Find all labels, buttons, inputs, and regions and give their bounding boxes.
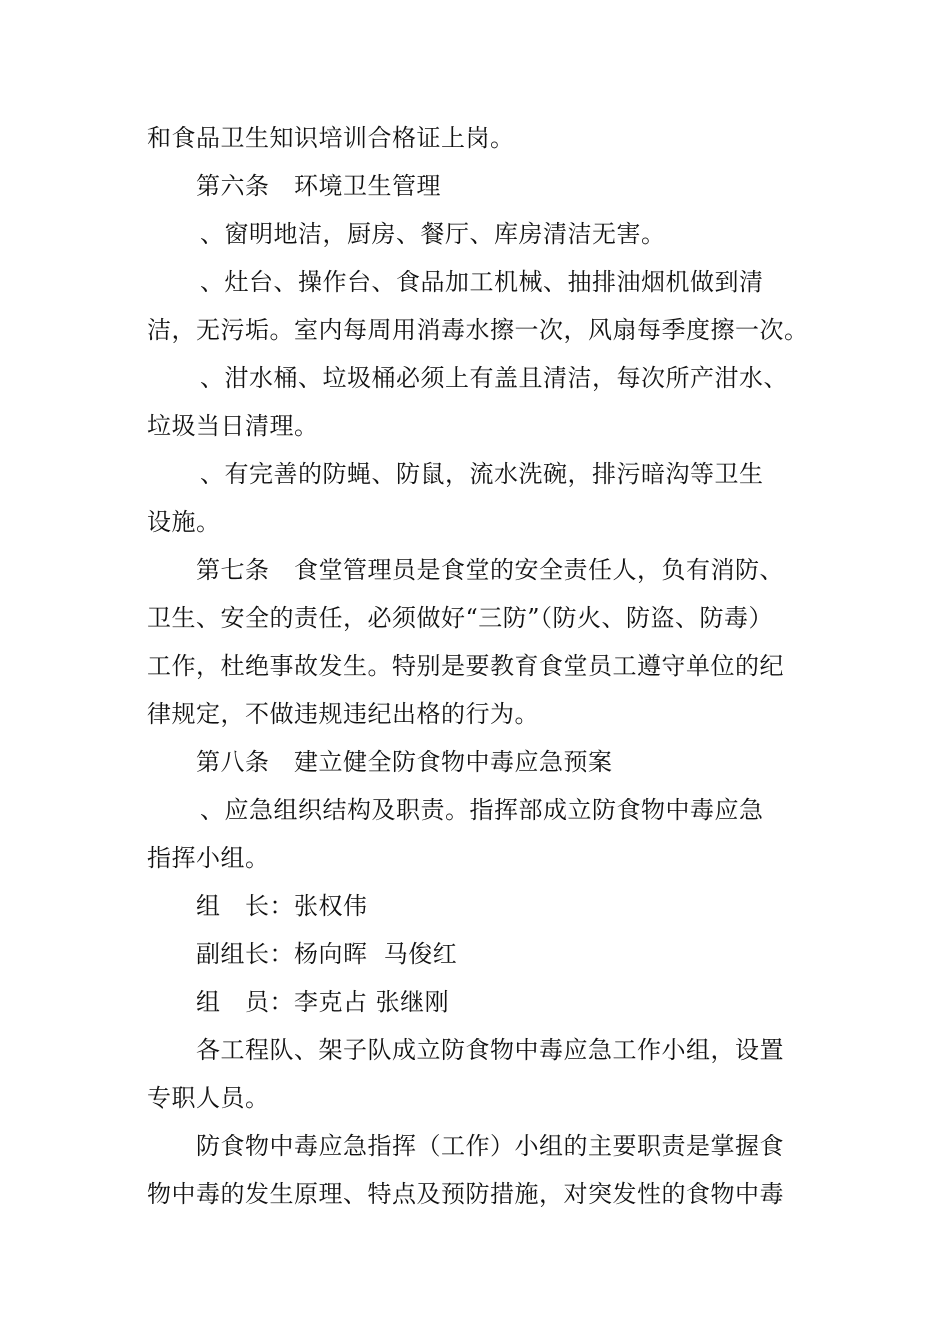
text-line: 洁，无污垢。室内每周用消毒水擦一次，风扇每季度擦一次。 bbox=[147, 316, 809, 344]
text-line: 物中毒的发生原理、特点及预防措施，对突发性的食物中毒 bbox=[147, 1180, 784, 1208]
text-line: 设施。 bbox=[147, 508, 221, 536]
article-heading: 第六条 环境卫生管理 bbox=[196, 172, 441, 200]
text-line: 和食品卫生知识培训合格证上岗。 bbox=[147, 124, 515, 152]
list-item: 、泔水桶、垃圾桶必须上有盖且清洁，每次所产泔水、 bbox=[200, 364, 788, 392]
text-line: 各工程队、架子队成立防食物中毒应急工作小组，设置 bbox=[196, 1036, 784, 1064]
list-item: 、有完善的防蝇、防鼠，流水洗碗，排污暗沟等卫生 bbox=[200, 460, 764, 488]
list-item: 、窗明地洁，厨房、餐厅、库房清洁无害。 bbox=[200, 220, 666, 248]
team-members-line: 组 员：李克占 张继刚 bbox=[196, 988, 450, 1016]
text-line: 防食物中毒应急指挥（工作）小组的主要职责是掌握食 bbox=[196, 1132, 784, 1160]
team-leader-line: 组 长：张权伟 bbox=[196, 892, 368, 920]
text-line: 卫生、安全的责任，必须做好“三防”（防火、防盗、防毒） bbox=[147, 604, 774, 632]
article-heading: 第七条 食堂管理员是食堂的安全责任人，负有消防、 bbox=[196, 556, 784, 584]
list-item: 、应急组织结构及职责。指挥部成立防食物中毒应急 bbox=[200, 796, 764, 824]
article-heading: 第八条 建立健全防食物中毒应急预案 bbox=[196, 748, 613, 776]
text-line: 工作，杜绝事故发生。特别是要教育食堂员工遵守单位的纪 bbox=[147, 652, 784, 680]
list-item: 、灶台、操作台、食品加工机械、抽排油烟机做到清 bbox=[200, 268, 764, 296]
text-line: 专职人员。 bbox=[147, 1084, 270, 1112]
deputy-leader-line: 副组长：杨向晖 马俊红 bbox=[196, 940, 458, 968]
text-line: 垃圾当日清理。 bbox=[147, 412, 319, 440]
text-line: 指挥小组。 bbox=[147, 844, 270, 872]
text-line: 律规定，不做违规违纪出格的行为。 bbox=[147, 700, 539, 728]
